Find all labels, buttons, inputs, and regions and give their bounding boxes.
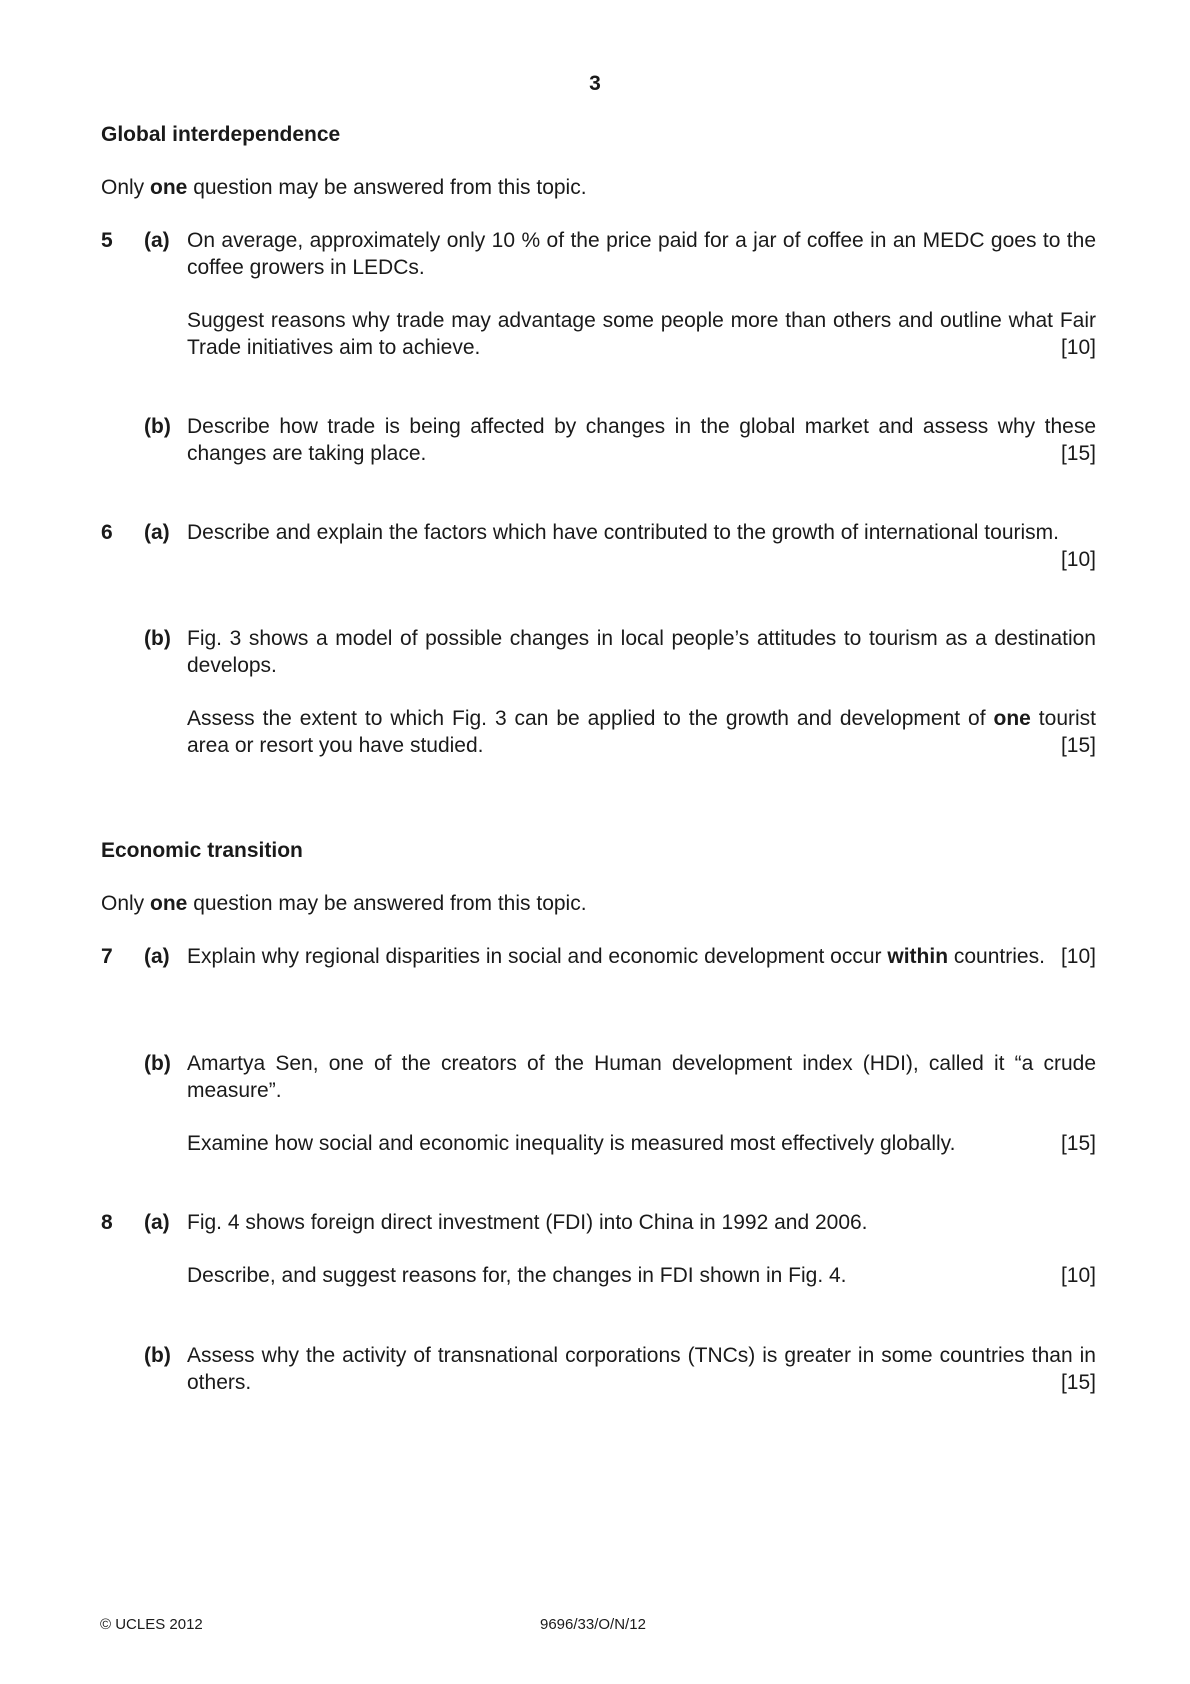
question-number: 7 xyxy=(101,945,113,968)
page-number: 3 xyxy=(589,72,601,95)
section-title-global-interdependence: Global interdependence xyxy=(101,123,341,146)
question-text: Assess the extent to which Fig. 3 can be applied to the growth and development of one tourist area or resort you have studied. [15] xyxy=(187,707,1096,757)
marks-badge: [10] xyxy=(1060,945,1096,968)
question-text: Describe how trade is being affected by changes in the global market and assess why these changes are taking place. [15] xyxy=(187,415,1096,465)
question-text: Examine how social and economic inequality is measured most effectively globally. [15] xyxy=(187,1132,1096,1155)
marks-badge: [10] xyxy=(1060,1264,1096,1287)
question-number: 8 xyxy=(101,1211,113,1234)
part-label: (a) xyxy=(144,229,170,252)
marks-badge: [10] xyxy=(1060,548,1096,571)
question-text: Describe, and suggest reasons for, the changes in FDI shown in Fig. 4. [10] xyxy=(187,1264,1096,1287)
question-text: Amartya Sen, one of the creators of the Human development index (HDI), called it “a crude measure”. xyxy=(187,1052,1096,1102)
marks-badge: [15] xyxy=(1060,1371,1096,1394)
question-text: Describe and explain the factors which have contributed to the growth of international tourism. [10] xyxy=(187,521,1096,571)
section-instruction: Only one question may be answered from this topic. xyxy=(101,176,587,199)
question-6a xyxy=(101,519,1096,573)
marks-badge: [15] xyxy=(1060,734,1096,757)
question-text: On average, approximately only 10 % of the price paid for a jar of coffee in an MEDC goes to the coffee growers in LEDCs. xyxy=(187,229,1096,279)
footer-code: 9696/33/O/N/12 xyxy=(540,1616,646,1633)
question-text: Fig. 3 shows a model of possible changes in local people’s attitudes to tourism as a destination develops. xyxy=(187,627,1096,677)
part-label: (b) xyxy=(144,1344,171,1367)
question-7b xyxy=(101,1050,1096,1157)
part-label: (b) xyxy=(144,415,171,438)
part-label: (a) xyxy=(144,1211,170,1234)
footer-copyright: © UCLES 2012 xyxy=(100,1616,203,1633)
section-instruction: Only one question may be answered from this topic. xyxy=(101,892,587,915)
question-5a xyxy=(101,227,1096,361)
part-label: (a) xyxy=(144,521,170,544)
question-number: 6 xyxy=(101,521,113,544)
part-label: (b) xyxy=(144,627,171,650)
question-5b xyxy=(101,413,1096,467)
marks-badge: [15] xyxy=(1060,1132,1096,1155)
marks-badge: [15] xyxy=(1060,442,1096,465)
question-6b xyxy=(101,625,1096,759)
part-label: (a) xyxy=(144,945,170,968)
question-text: Explain why regional disparities in social and economic development occur within countries. [10] xyxy=(187,945,1096,968)
section-title-economic-transition: Economic transition xyxy=(101,839,303,862)
question-number: 5 xyxy=(101,229,113,252)
question-8b xyxy=(101,1342,1096,1396)
question-text: Assess why the activity of transnational corporations (TNCs) is greater in some countries than in others. [15] xyxy=(187,1344,1096,1394)
part-label: (b) xyxy=(144,1052,171,1075)
question-8a xyxy=(101,1209,1096,1289)
question-7a xyxy=(101,943,1096,970)
marks-badge: [10] xyxy=(1060,336,1096,359)
question-text: Fig. 4 shows foreign direct investment (FDI) into China in 1992 and 2006. xyxy=(187,1211,868,1234)
question-text: Suggest reasons why trade may advantage some people more than others and outline what Fair Trade initiatives aim to achieve. [10] xyxy=(187,309,1096,359)
